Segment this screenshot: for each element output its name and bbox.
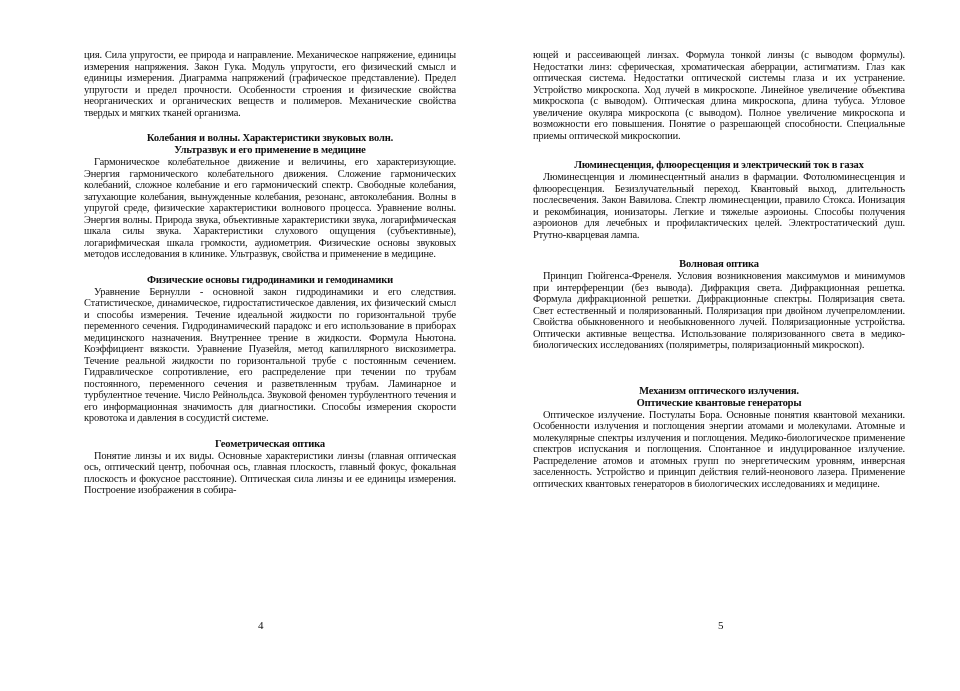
- oscillations-section-body: Гармоническое колебательное движение и величины, его характеризующие. Энергия гармонического колебательного движения. Сложение гармонических колебаний, сложное колебание и его гармонический спектр. Свободные колебания, затухающие колебания, вынужденные колебания, резонанс, автоколебания. Волны в упругой среде, физические характеристики волнового процесса. Уравнение волны. Энергия волны. Природа звука, объективные характеристики звука, логарифмическая шкала силы звука. Характеристики слухового ощущения (субъективные), логарифмическая шкала громкости, аудиометрия. Физические основы звуковых методов исследования в клинике. Ультразвук, свойства и применение в медицине.: [84, 157, 456, 260]
- luminescence-section-body: Люминесценция и люминесцентный анализ в фармации. Фотолюминесценция и флюоресценция. Безизлучательный переход. Квантовый выход, длительность послесвечения. Закон Вавилова. Спектр люминесценции, правило Стокса. Ионизация и рекомбинация, ионизаторы. Легкие и тяжелые аэроионы. Способы получения аэроионов для лечебных и профилактических целей. Электростатический душ. Ртутно-кварцевая лампа.: [533, 172, 905, 241]
- hydrodynamics-section-body: Уравнение Бернулли - основной закон гидродинамики и его следствия. Статистическое, динамическое, гидростатистическое давления, их физический смысл и способы измерения. Течение идеальной жидкости по горизонтальной трубе переменного сечения. Гидродинамический парадокс и его использование в приборах медицинского назначения. Внутреннее трение в жидкости. Формула Ньютона. Коэффициент вязкости. Уравнение Пуазейля, метод капиллярного вискозиметра. Течение реальной жидкости по горизонтальной трубе с постоянным сечением. Гидравлическое сопротивление, его распределение при течении по трубам постоянного, переменного сечения и разветвленным трубам. Ламинарное и турбулентное течение. Число Рейнольдса. Звуковой феномен турбулентного течения и его информационная значимость для диагностики. Способы измерения скорости кровотока и давления в сосудистй системе.: [84, 286, 456, 424]
- ultrasound-section-subtitle: Ультразвук и его применение в медицине: [174, 145, 366, 156]
- oscillations-section-title: Колебания и волны. Характеристики звуковых волн.: [146, 133, 394, 144]
- right-intro-paragraph: ющей и рассеивающей линзах. Формула тонкой линзы (с выводом формулы). Недостатки линз: сферическая, хроматическая аберрации, астигматизм. Глаз как оптическая система. Недостатки оптической системы глаза и их устранение. Устройство микроскопа. Ход лучей в микроскопе. Линейное увеличение объектива микроскопа (с выводом). Оптическая длина микроскопа, длина тубуса. Угловое увеличение окуляра микроскопа (с выводом). Полное увеличение микроскопа и возможности его повышения. Понятие о разрешающей способности. Специальные приемы оптической микроскопии.: [533, 50, 905, 142]
- left-intro-paragraph: ция. Сила упругости, ее природа и направление. Механическое напряжение, единицы измерения напряжения. Закон Гука. Модуль упругости, его физический смысл и единицы измерения. Диаграмма напряжений (графическое представление). Предел упругости и предел прочности. Особенности строения и физические свойства неорганических и органических веществ и полимеров. Механические свойства твердых и мягких тканей организма.: [84, 50, 456, 119]
- luminescence-section-title: Люминесценция, флюоресценция и электрический ток в газах: [574, 160, 864, 171]
- wave-optics-section-body: Принцип Гюйгенса-Френеля. Условия возникновения максимумов и минимумов при интерференции (без вывода). Дифракция света. Дифракционная решетка. Формула дифракционной решетки. Дифракционные спектры. Поляризация света. Свет естественный и поляризованный. Поляризация при двойном лучепреломлении. Свойства обыкновенного и необыкновенного лучей. Поляризационные устройства. Оптически активные вещества. Использование поляризованного света в медико-биологических исследованиях (поляриметры, поляризационный микроскоп).: [533, 271, 905, 351]
- left-page: [84, 50, 456, 497]
- geometric-optics-section-body: Понятие линзы и их виды. Основные характеристики линзы (главная оптическая ось, оптический центр, побочная ось, главная плоскость, главный фокус, фокальная плоскость и фокусное расстояние). Оптическая сила линзы и ее единицы измерения. Построение изображения в собира-: [84, 450, 456, 496]
- quantum-generators-section-subtitle: Оптические квантовые генераторы: [636, 397, 802, 409]
- left-page-number: 4: [258, 620, 264, 632]
- wave-optics-section-title: Волновая оптика: [679, 259, 759, 270]
- optical-radiation-section-body: Оптическое излучение. Постулаты Бора. Основные понятия квантовой механики. Особенности излучения и поглощения энергии атомами и молекулами. Атомные и молекулярные спектры излучения и поглощения. Медико-биологическое применение спектров испускания и поглощения. Спонтанное и индуцированное излучение. Распределение атомов и атомных групп по энергетическим уровням, инверсная заселенность. Устройство и принцип действия гелий-неонового лазера. Применение оптических квантовых генераторов в биологических исследованиях и медицине.: [533, 409, 905, 490]
- right-page: [533, 50, 905, 490]
- geometric-optics-section-title: Геометрическая оптика: [215, 438, 325, 450]
- hydrodynamics-section-title: Физические основы гидродинамики и гемодинамики: [146, 274, 394, 286]
- right-page-number: 5: [718, 620, 724, 632]
- optical-radiation-section-title: Механизм оптического излучения.: [639, 385, 799, 397]
